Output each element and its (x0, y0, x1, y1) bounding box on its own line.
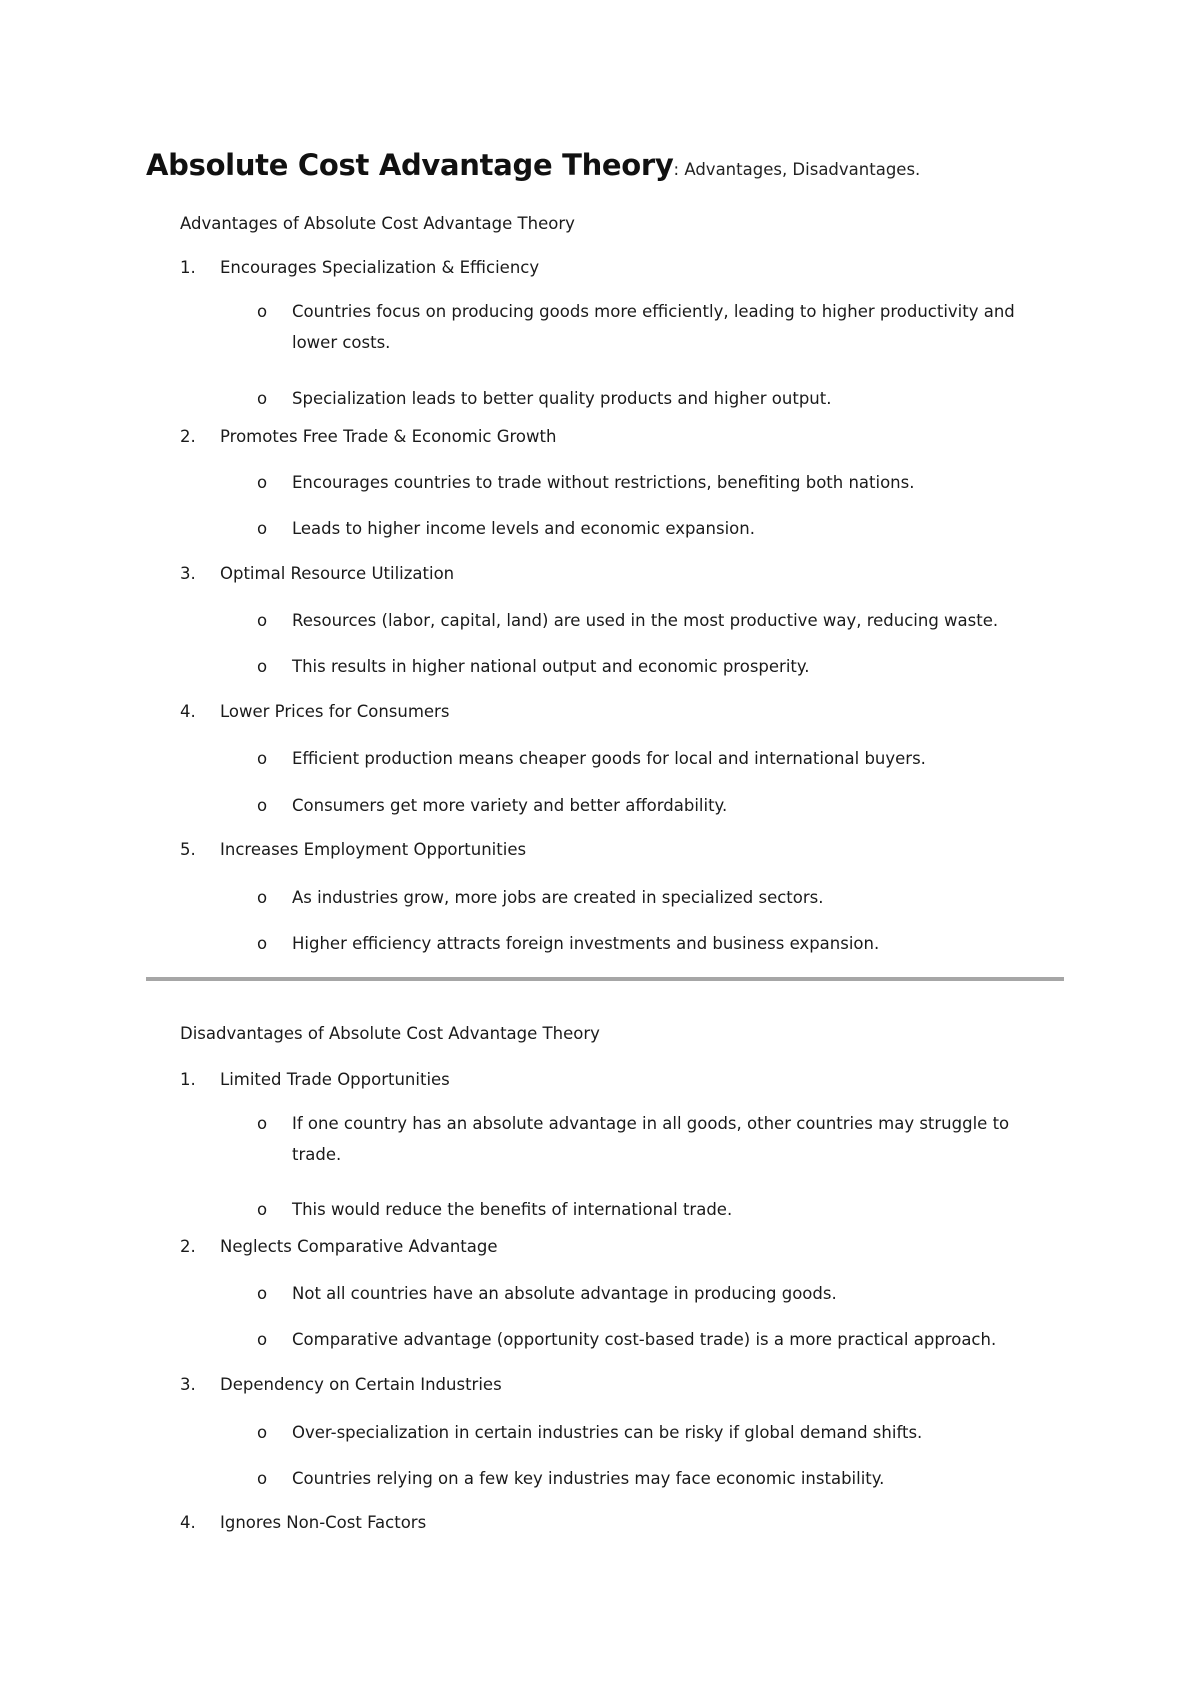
bullet-mark: o (257, 796, 268, 815)
disadvantage-item: 4. Ignores Non-Cost Factors (180, 1513, 427, 1532)
bullet-mark: o (257, 749, 268, 768)
bullet-mark: o (257, 1469, 268, 1488)
bullet-mark: o (257, 611, 268, 630)
document-title (146, 148, 920, 182)
bullet-mark: o (257, 888, 268, 907)
bullet-mark: o (257, 657, 268, 676)
document-page: Absolute Cost Advantage Theory: Advantages, Disadvantages. Advantages of Absolute Cost Advantage Theory 1. Encourages Specialization & Efficiency o Countries focus on producing goods more efficiently, leading to higher productivity and lower costs. o Specialization leads to better quality products and higher output. 2. Promotes Free Trade & Economic Growth o Encourages countries to trade without restrictions, benefiting both nations. o Leads to higher income levels and economic expansion. 3. Optimal Resource Utilization o Resources (labor, capital, land) are used in the most productive way, reducing waste. o This results in higher national output and economic prosperity. 4. Lower Prices for Consumers o Efficient production means cheaper goods for local and international buyers. o Consumers get more variety and better affordability. 5. Increases Employment Opportunities o As industries grow, more jobs are created in specialized sectors. o Higher efficiency attracts foreign investments and business expansion. Disadvantages of Absolute Cost Advantage Theory 1. Limited Trade Opportunities o If one country has an absolute advantage in all goods, other countries may struggle to trade. o This would reduce the benefits of international trade. 2. Neglects Comparative Advantage o Not all countries have an absolute advantage in producing goods. o Comparative advantage (opportunity cost-based trade) is a more practical approach. 3. Dependency on Certain Industries o Over-specialization in certain industries can be risky if global demand shifts. o Countries relying on a few key industries may face economic instability. 4. Ignores Non-Cost Factors (0, 0, 1200, 1696)
bullet-mark: o (257, 389, 268, 408)
bullet-mark: o (257, 519, 268, 538)
bullet-mark: o (257, 302, 268, 321)
disadvantage-item: 3. Dependency on Certain Industries (180, 1375, 502, 1394)
advantage-item: 4. Lower Prices for Consumers (180, 702, 450, 721)
bullet-mark: o (257, 473, 268, 492)
title-subtitle: : Advantages, Disadvantages. (673, 160, 921, 179)
bullet-mark: o (257, 1423, 268, 1442)
bullet-mark: o (257, 1114, 268, 1133)
advantage-item: 5. Increases Employment Opportunities (180, 840, 527, 859)
disadvantage-item: 1. Limited Trade Opportunities (180, 1070, 450, 1089)
horizontal-rule (146, 977, 1064, 981)
advantage-item: 1. Encourages Specialization & Efficiency (180, 258, 540, 277)
disadvantages-heading: Disadvantages of Absolute Cost Advantage Theory (180, 1024, 600, 1043)
title-main: Absolute Cost Advantage Theory (146, 148, 674, 182)
bullet-mark: o (257, 1200, 268, 1219)
bullet-mark: o (257, 1284, 268, 1303)
disadvantage-item: 2. Neglects Comparative Advantage (180, 1237, 498, 1256)
bullet-mark: o (257, 1330, 268, 1349)
advantages-heading: Advantages of Absolute Cost Advantage Theory (180, 214, 575, 233)
bullet-mark: o (257, 934, 268, 953)
advantage-item: 3. Optimal Resource Utilization (180, 564, 455, 583)
advantage-item: 2. Promotes Free Trade & Economic Growth (180, 427, 557, 446)
